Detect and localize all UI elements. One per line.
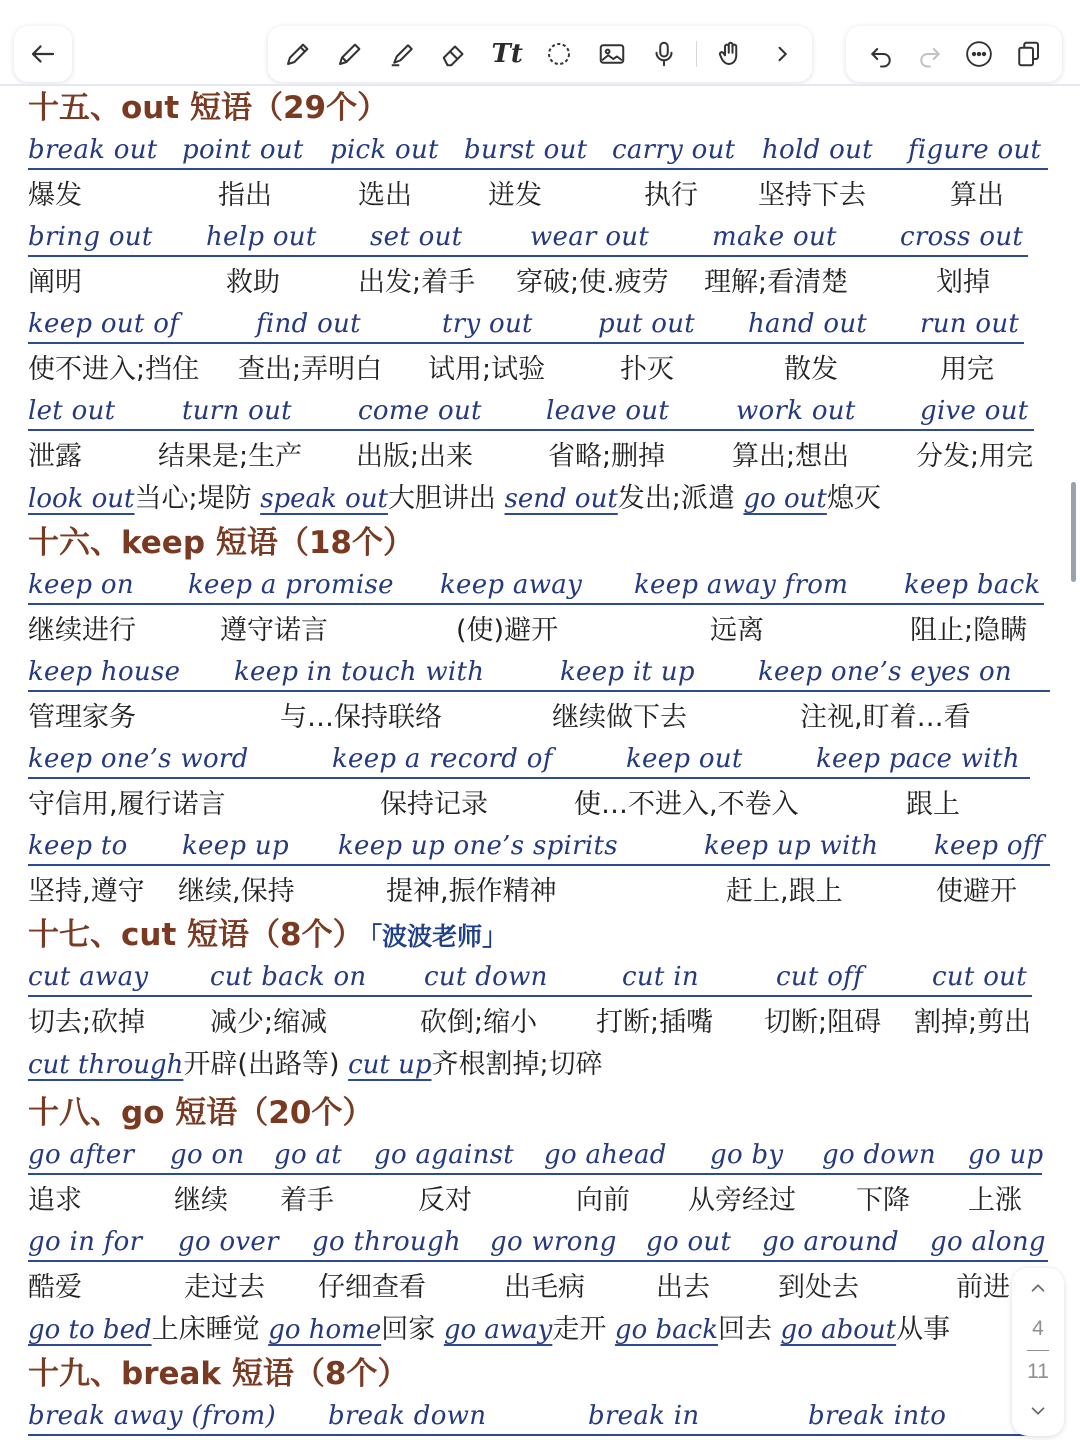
meaning: 减少;缩减 xyxy=(210,1007,328,1038)
phrase: cut out xyxy=(932,962,1027,992)
meaning: 提神,振作精神 xyxy=(386,876,557,907)
phrase-line xyxy=(28,217,1058,261)
meaning-line xyxy=(28,1001,1058,1044)
phrase: break out xyxy=(28,135,158,165)
phrase: point out xyxy=(182,135,304,165)
phrase: go around xyxy=(762,1227,899,1257)
meaning: 继续做下去 xyxy=(552,702,687,733)
meaning: 开辟(出路等) xyxy=(183,1049,349,1080)
phrase: keep up one’s spirits xyxy=(338,831,618,861)
phrase: keep out xyxy=(626,744,743,774)
author-tag: 「波波老师」 xyxy=(369,922,508,951)
chevron-down-icon xyxy=(1027,1400,1049,1422)
meaning: 仔细查看 xyxy=(318,1272,426,1303)
mixed-entries xyxy=(28,1309,950,1354)
action-bar xyxy=(846,26,1062,82)
phrase-line xyxy=(28,304,1058,348)
phrase: burst out xyxy=(464,135,588,165)
meaning: 管理家务 xyxy=(28,702,136,733)
hand-icon[interactable] xyxy=(710,34,750,74)
phrase: keep a record of xyxy=(332,744,553,774)
section-title: 十七、cut 短语（8个） 「波波老师」 xyxy=(28,917,508,953)
note-page xyxy=(28,86,1058,1440)
phrase: keep pace with xyxy=(816,744,1020,774)
scrollbar[interactable] xyxy=(1071,482,1076,582)
phrase: carry out xyxy=(612,135,736,165)
total-pages: 11 xyxy=(1027,1360,1049,1383)
phrase: keep off xyxy=(934,831,1043,861)
meaning: 注视,盯着…看 xyxy=(800,702,971,733)
phrase: look out xyxy=(28,484,135,514)
meaning: 切去;砍掉 xyxy=(28,1007,146,1038)
meaning: 酷爱 xyxy=(28,1272,82,1303)
meaning: 上涨 xyxy=(968,1185,1022,1216)
meaning: 出毛病 xyxy=(504,1272,585,1303)
phrase: wear out xyxy=(530,222,650,252)
text-tool-icon[interactable]: Tt xyxy=(491,39,523,69)
toolbar-divider xyxy=(696,41,697,67)
undo-icon[interactable] xyxy=(861,34,901,74)
meaning: 与…保持联络 xyxy=(280,702,442,733)
phrase: go down xyxy=(822,1140,936,1170)
phrase: go along xyxy=(930,1227,1046,1257)
next-page-button[interactable] xyxy=(1012,1391,1064,1431)
meaning: 下降 xyxy=(856,1185,910,1216)
meaning-line xyxy=(28,696,1058,739)
phrase: turn out xyxy=(182,396,292,426)
meaning: 出版;出来 xyxy=(356,441,474,472)
meaning: 用完 xyxy=(940,354,994,385)
section-title: 十九、break 短语（8个） xyxy=(28,1356,409,1392)
meaning-line xyxy=(28,870,1058,913)
meaning-line xyxy=(28,609,1058,652)
phrase: keep on xyxy=(28,570,134,600)
phrase-line xyxy=(28,1135,1058,1179)
more-icon[interactable] xyxy=(959,34,999,74)
phrase: find out xyxy=(256,309,361,339)
meaning: 划掉 xyxy=(936,267,990,298)
meaning: 割掉;剪出 xyxy=(914,1007,1032,1038)
meaning: 回去 xyxy=(717,1314,781,1345)
meaning-line xyxy=(28,435,1058,478)
phrase: go to bed xyxy=(28,1315,152,1345)
meaning: 上床睡觉 xyxy=(151,1314,269,1345)
toolbar-border xyxy=(0,84,1080,86)
page-navigator xyxy=(1012,1268,1064,1436)
meaning: 打断;插嘴 xyxy=(596,1007,714,1038)
phrase: keep up with xyxy=(704,831,879,861)
meaning: 执行 xyxy=(644,180,698,211)
phrase: give out xyxy=(920,396,1029,426)
phrase: put out xyxy=(598,309,696,339)
meaning: 发出;派遣 xyxy=(617,483,744,514)
phrase: cut up xyxy=(348,1050,432,1080)
phrase: keep away xyxy=(440,570,583,600)
meaning: 继续,保持 xyxy=(178,876,295,907)
meaning: 向前 xyxy=(576,1185,630,1216)
phrase: keep out of xyxy=(28,309,180,339)
meaning: 齐根割掉;切碎 xyxy=(431,1049,603,1080)
phrase: break in xyxy=(588,1401,700,1431)
phrase-line xyxy=(28,1222,1058,1266)
meaning-line xyxy=(28,261,1058,304)
meaning: 坚持,遵守 xyxy=(28,876,145,907)
meaning: 查出;弄明白 xyxy=(238,354,383,385)
phrase-line xyxy=(28,739,1058,783)
meaning: 算出 xyxy=(950,180,1004,211)
phrase: keep in touch with xyxy=(234,657,485,687)
phrase: cut in xyxy=(622,962,699,992)
meaning: 泄露 xyxy=(28,441,82,472)
meaning: 试用;试验 xyxy=(428,354,546,385)
meaning: 分发;用完 xyxy=(916,441,1034,472)
section-title: 十八、go 短语（20个） xyxy=(28,1095,374,1131)
tool-palette xyxy=(268,26,812,82)
phrase: go away xyxy=(443,1315,553,1345)
meaning: 追求 xyxy=(28,1185,82,1216)
meaning: 出去 xyxy=(656,1272,710,1303)
lasso-icon[interactable] xyxy=(539,34,579,74)
meaning-line xyxy=(28,174,1058,217)
meaning-line xyxy=(28,1179,1058,1222)
meaning: 砍倒;缩小 xyxy=(420,1007,538,1038)
phrase: send out xyxy=(504,484,618,514)
meaning: 继续 xyxy=(174,1185,228,1216)
section-title: 十五、out 短语（29个） xyxy=(28,90,389,126)
arrow-left-icon[interactable] xyxy=(23,34,63,74)
underline xyxy=(28,255,1028,257)
mixed-line xyxy=(28,478,1058,521)
phrase: go ahead xyxy=(544,1140,667,1170)
phrase-line xyxy=(28,565,1058,609)
meaning: 出发;着手 xyxy=(358,267,476,298)
redo-icon[interactable] xyxy=(910,34,950,74)
phrase: go in for xyxy=(28,1227,143,1257)
top-toolbar xyxy=(0,0,1080,84)
mixed-entries xyxy=(28,1044,603,1089)
previous-page-button[interactable] xyxy=(1012,1268,1064,1308)
meaning: 结果是;生产 xyxy=(158,441,303,472)
meaning: 前进 xyxy=(956,1272,1010,1303)
phrase: bring out xyxy=(28,222,153,252)
meaning: 守信用,履行诺言 xyxy=(28,789,226,820)
phrase: go through xyxy=(312,1227,461,1257)
chevron-right-icon[interactable] xyxy=(762,34,802,74)
mixed-line xyxy=(28,1044,1058,1087)
mixed-entries xyxy=(28,478,881,523)
phrase: go by xyxy=(710,1140,784,1170)
phrase: keep up xyxy=(182,831,289,861)
underline xyxy=(28,429,1034,431)
phrase: cut down xyxy=(424,962,548,992)
phrase-line xyxy=(28,826,1058,870)
phrase: keep one’s word xyxy=(28,744,249,774)
phrase: go after xyxy=(28,1140,135,1170)
phrase-line xyxy=(28,130,1058,174)
phrase: keep a promise xyxy=(188,570,394,600)
phrase-line xyxy=(28,1396,1058,1440)
phrase: help out xyxy=(206,222,317,252)
phrase: keep house xyxy=(28,657,181,687)
pen-icon[interactable] xyxy=(278,34,318,74)
phrase: break away (from) xyxy=(28,1401,276,1431)
phrase: go at xyxy=(274,1140,343,1170)
meaning: 切断;阻碍 xyxy=(764,1007,882,1038)
meaning: 保持记录 xyxy=(380,789,488,820)
phrase: go back xyxy=(614,1315,718,1345)
section-title: 十六、keep 短语（18个） xyxy=(28,525,414,561)
meaning: 散发 xyxy=(784,354,838,385)
microphone-icon[interactable] xyxy=(644,34,684,74)
phrase: come out xyxy=(358,396,482,426)
meaning: 理解;看清楚 xyxy=(704,267,849,298)
meaning: 当心;堤防 xyxy=(134,483,261,514)
phrase: keep it up xyxy=(560,657,695,687)
phrase: keep to xyxy=(28,831,128,861)
meaning: 继续进行 xyxy=(28,615,136,646)
meaning: 指出 xyxy=(218,180,272,211)
phrase: cut off xyxy=(776,962,864,992)
phrase-line xyxy=(28,957,1058,1001)
meaning: 救助 xyxy=(226,267,280,298)
phrase: keep one’s eyes on xyxy=(758,657,1012,687)
meaning: 跟上 xyxy=(906,789,960,820)
meaning: 走过去 xyxy=(184,1272,265,1303)
phrase: figure out xyxy=(908,135,1042,165)
phrase: break down xyxy=(328,1401,487,1431)
meaning: 着手 xyxy=(280,1185,334,1216)
meaning: 使避开 xyxy=(936,876,1017,907)
phrase: let out xyxy=(28,396,116,426)
meaning: 到处去 xyxy=(778,1272,859,1303)
phrase: cross out xyxy=(900,222,1024,252)
phrase: speak out xyxy=(260,484,388,514)
phrase: hand out xyxy=(748,309,868,339)
phrase: go wrong xyxy=(490,1227,617,1257)
meaning: (使)避开 xyxy=(456,615,559,646)
meaning: 迸发 xyxy=(488,180,542,211)
meaning: 爆发 xyxy=(28,180,82,211)
page-divider xyxy=(1027,1350,1049,1351)
meaning: 使…不进入,不卷入 xyxy=(574,789,799,820)
meaning: 阐明 xyxy=(28,267,82,298)
meaning: 回家 xyxy=(381,1314,444,1345)
phrase: hold out xyxy=(762,135,873,165)
phrase: go about xyxy=(780,1315,897,1345)
phrase: go up xyxy=(968,1140,1044,1170)
phrase-line xyxy=(28,652,1058,696)
phrase: go on xyxy=(170,1140,245,1170)
phrase: pick out xyxy=(330,135,439,165)
pages-icon[interactable] xyxy=(1008,34,1048,74)
phrase-line xyxy=(28,391,1058,435)
phrase: set out xyxy=(370,222,463,252)
meaning: 坚持下去 xyxy=(758,180,866,211)
phrase: break into xyxy=(808,1401,947,1431)
eraser-icon[interactable] xyxy=(435,34,475,74)
chevron-up-icon xyxy=(1027,1277,1049,1299)
meaning: 省略;删掉 xyxy=(548,441,666,472)
meaning: 扑灭 xyxy=(620,354,674,385)
phrase: cut back on xyxy=(210,962,367,992)
meaning: 使不进入;挡住 xyxy=(28,354,200,385)
meaning: 反对 xyxy=(418,1185,472,1216)
meaning-line xyxy=(28,783,1058,826)
meaning: 算出;想出 xyxy=(732,441,850,472)
meaning-line xyxy=(28,1266,1058,1309)
phrase: go out xyxy=(743,484,827,514)
phrase: leave out xyxy=(546,396,670,426)
phrase: run out xyxy=(920,309,1020,339)
phrase: make out xyxy=(712,222,837,252)
phrase: go against xyxy=(374,1140,515,1170)
back-button[interactable] xyxy=(14,26,72,82)
meaning-line xyxy=(28,348,1058,391)
meaning: 从事 xyxy=(896,1314,951,1345)
phrase: try out xyxy=(442,309,533,339)
meaning: 从旁经过 xyxy=(688,1185,796,1216)
meaning: 走开 xyxy=(552,1314,615,1345)
highlighter-icon[interactable] xyxy=(383,34,423,74)
meaning: 选出 xyxy=(358,180,412,211)
phrase: keep back xyxy=(904,570,1041,600)
current-page: 4 xyxy=(1032,1317,1044,1340)
meaning: 穿破;使.疲劳 xyxy=(516,267,669,298)
mixed-line xyxy=(28,1309,1058,1352)
pencil-icon[interactable] xyxy=(330,34,370,74)
meaning: 赶上,跟上 xyxy=(726,876,843,907)
meaning: 熄灭 xyxy=(826,483,881,514)
phrase: cut through xyxy=(28,1050,184,1080)
phrase: work out xyxy=(736,396,856,426)
phrase: keep away from xyxy=(634,570,849,600)
phrase: cut away xyxy=(28,962,149,992)
phrase: go out xyxy=(646,1227,732,1257)
phrase: go home xyxy=(268,1315,382,1345)
phrase: go over xyxy=(178,1227,279,1257)
meaning: 远离 xyxy=(710,615,764,646)
meaning: 遵守诺言 xyxy=(220,615,328,646)
meaning: 大胆讲出 xyxy=(387,483,505,514)
meaning: 阻止;隐瞒 xyxy=(910,615,1028,646)
image-icon[interactable] xyxy=(592,34,632,74)
